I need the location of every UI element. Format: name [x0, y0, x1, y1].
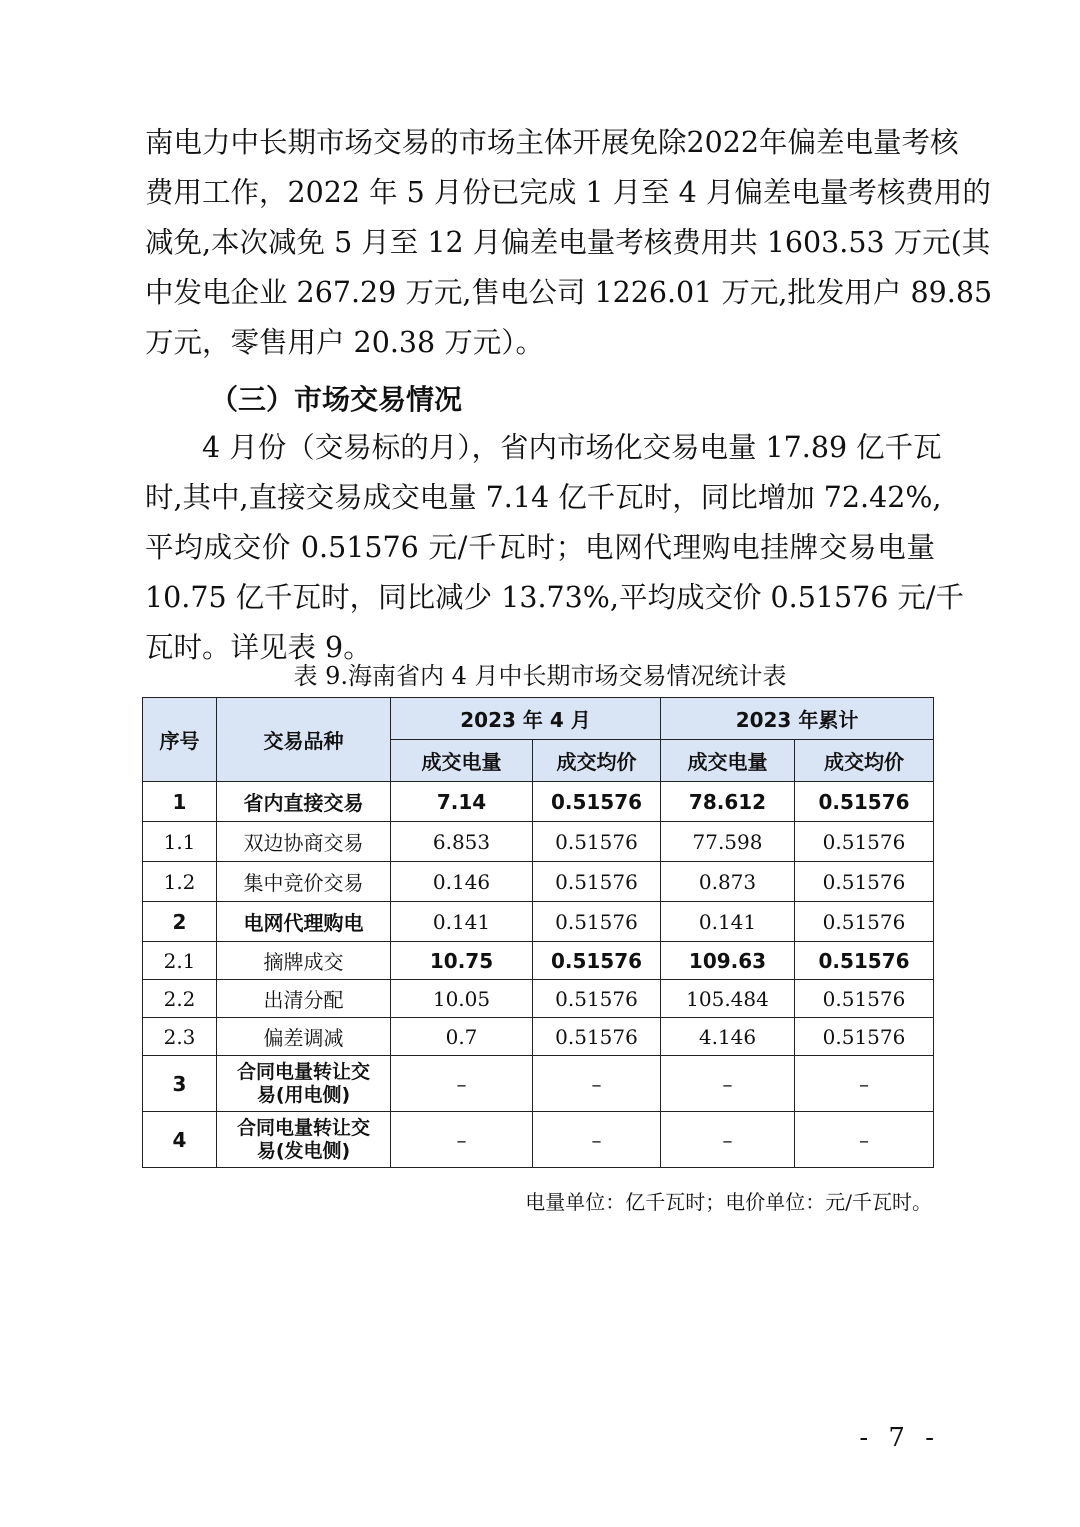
- cell-seq: 1.2: [143, 862, 217, 902]
- cell-cumulative-price: 0.51576: [795, 1018, 934, 1056]
- cell-month-price: –: [533, 1056, 661, 1112]
- cell-month-price: 0.51576: [533, 782, 661, 822]
- cell-month-volume: 7.14: [391, 782, 533, 822]
- cell-cumulative-volume: 77.598: [661, 822, 795, 862]
- cell-month-volume: 0.146: [391, 862, 533, 902]
- header-month-group: 2023 年 4 月: [391, 698, 661, 740]
- cell-month-price: 0.51576: [533, 942, 661, 980]
- text-line: 减免,本次减免 5 月至 12 月偏差电量考核费用共 1603.53 万元(其: [145, 226, 991, 259]
- cell-cumulative-price: 0.51576: [795, 980, 934, 1018]
- header-type: 交易品种: [217, 698, 391, 782]
- unit-note: 电量单位：亿千瓦时；电价单位：元/千瓦时。: [525, 1190, 932, 1214]
- cell-cumulative-price: 0.51576: [795, 782, 934, 822]
- cell-month-price: 0.51576: [533, 862, 661, 902]
- cell-type-line: 合同电量转让交: [236, 1116, 370, 1139]
- cell-seq: 3: [143, 1056, 217, 1112]
- cell-type: 省内直接交易: [217, 782, 391, 822]
- cell-seq: 4: [143, 1112, 217, 1168]
- cell-month-price: 0.51576: [533, 822, 661, 862]
- cell-cumulative-price: 0.51576: [795, 822, 934, 862]
- cell-cumulative-price: 0.51576: [795, 902, 934, 942]
- trading-stats-table: [142, 697, 934, 1168]
- header-cumulative-volume: 成交电量: [661, 740, 795, 782]
- cell-type: 双边协商交易: [217, 822, 391, 862]
- cell-cumulative-price: –: [795, 1112, 934, 1168]
- text-line: 万元，零售用户 20.38 万元）。: [145, 326, 544, 359]
- cell-type: 集中竞价交易: [217, 862, 391, 902]
- cell-seq: 2.1: [143, 942, 217, 980]
- page-number: - 7 -: [859, 1423, 940, 1453]
- cell-type: [217, 1112, 391, 1168]
- paragraph-continuation: [145, 118, 993, 368]
- table-row: [143, 1112, 934, 1168]
- text-line: 时,其中,直接交易成交电量 7.14 亿千瓦时，同比增加 72.42%,: [145, 481, 942, 514]
- cell-seq: 1.1: [143, 822, 217, 862]
- cell-seq: 2: [143, 902, 217, 942]
- header-cumulative-price: 成交均价: [795, 740, 934, 782]
- text-line: 平均成交价 0.51576 元/千瓦时；电网代理购电挂牌交易电量: [145, 531, 935, 564]
- text-line: 10.75 亿千瓦时，同比减少 13.73%,平均成交价 0.51576 元/千: [145, 581, 965, 614]
- table-row: [143, 942, 934, 980]
- cell-type-line: 易(发电侧): [256, 1139, 351, 1162]
- text-line: 中发电企业 267.29 万元,售电公司 1226.01 万元,批发用户 89.85: [145, 276, 993, 309]
- cell-type: 出清分配: [217, 980, 391, 1018]
- paragraph-market-summary: [145, 423, 965, 673]
- table-row: [143, 822, 934, 862]
- cell-month-volume: 0.7: [391, 1018, 533, 1056]
- table-row: [143, 1056, 934, 1112]
- cell-seq: 1: [143, 782, 217, 822]
- cell-cumulative-volume: –: [661, 1056, 795, 1112]
- text-line: 费用工作，2022 年 5 月份已完成 1 月至 4 月偏差电量考核费用的: [145, 176, 991, 209]
- cell-cumulative-volume: –: [661, 1112, 795, 1168]
- cell-month-price: 0.51576: [533, 980, 661, 1018]
- cell-month-price: 0.51576: [533, 902, 661, 942]
- text-line: 瓦时。详见表 9。: [145, 631, 372, 664]
- section-heading: （三）市场交易情况: [210, 383, 463, 416]
- cell-type-line: 易(用电侧): [256, 1083, 351, 1106]
- cell-cumulative-volume: 109.63: [661, 942, 795, 980]
- cell-month-price: –: [533, 1112, 661, 1168]
- cell-cumulative-volume: 0.873: [661, 862, 795, 902]
- cell-type: 偏差调减: [217, 1018, 391, 1056]
- cell-month-volume: 10.05: [391, 980, 533, 1018]
- table-caption: 表 9.海南省内 4 月中长期市场交易情况统计表: [293, 662, 787, 690]
- table-row: [143, 1018, 934, 1056]
- header-cumulative-group: 2023 年累计: [661, 698, 934, 740]
- header-month-volume: 成交电量: [391, 740, 533, 782]
- header-month-price: 成交均价: [533, 740, 661, 782]
- cell-seq: 2.3: [143, 1018, 217, 1056]
- cell-type-line: 合同电量转让交: [236, 1060, 370, 1083]
- cell-cumulative-volume: 78.612: [661, 782, 795, 822]
- table-row: [143, 782, 934, 822]
- text-line: 4 月份（交易标的月），省内市场化交易电量 17.89 亿千瓦: [202, 431, 942, 464]
- cell-month-volume: –: [391, 1112, 533, 1168]
- cell-month-volume: 10.75: [391, 942, 533, 980]
- cell-month-volume: 0.141: [391, 902, 533, 942]
- cell-cumulative-volume: 105.484: [661, 980, 795, 1018]
- cell-cumulative-volume: 4.146: [661, 1018, 795, 1056]
- cell-seq: 2.2: [143, 980, 217, 1018]
- cell-cumulative-price: 0.51576: [795, 862, 934, 902]
- table-row: [143, 902, 934, 942]
- table-row: [143, 862, 934, 902]
- cell-type: 电网代理购电: [217, 902, 391, 942]
- header-seq: 序号: [143, 698, 217, 782]
- cell-month-price: 0.51576: [533, 1018, 661, 1056]
- cell-month-volume: 6.853: [391, 822, 533, 862]
- cell-month-volume: –: [391, 1056, 533, 1112]
- cell-cumulative-price: –: [795, 1056, 934, 1112]
- cell-cumulative-volume: 0.141: [661, 902, 795, 942]
- cell-type: [217, 1056, 391, 1112]
- text-line: 南电力中长期市场交易的市场主体开展免除2022年偏差电量考核: [145, 126, 959, 159]
- table-row: [143, 980, 934, 1018]
- cell-type: 摘牌成交: [217, 942, 391, 980]
- cell-cumulative-price: 0.51576: [795, 942, 934, 980]
